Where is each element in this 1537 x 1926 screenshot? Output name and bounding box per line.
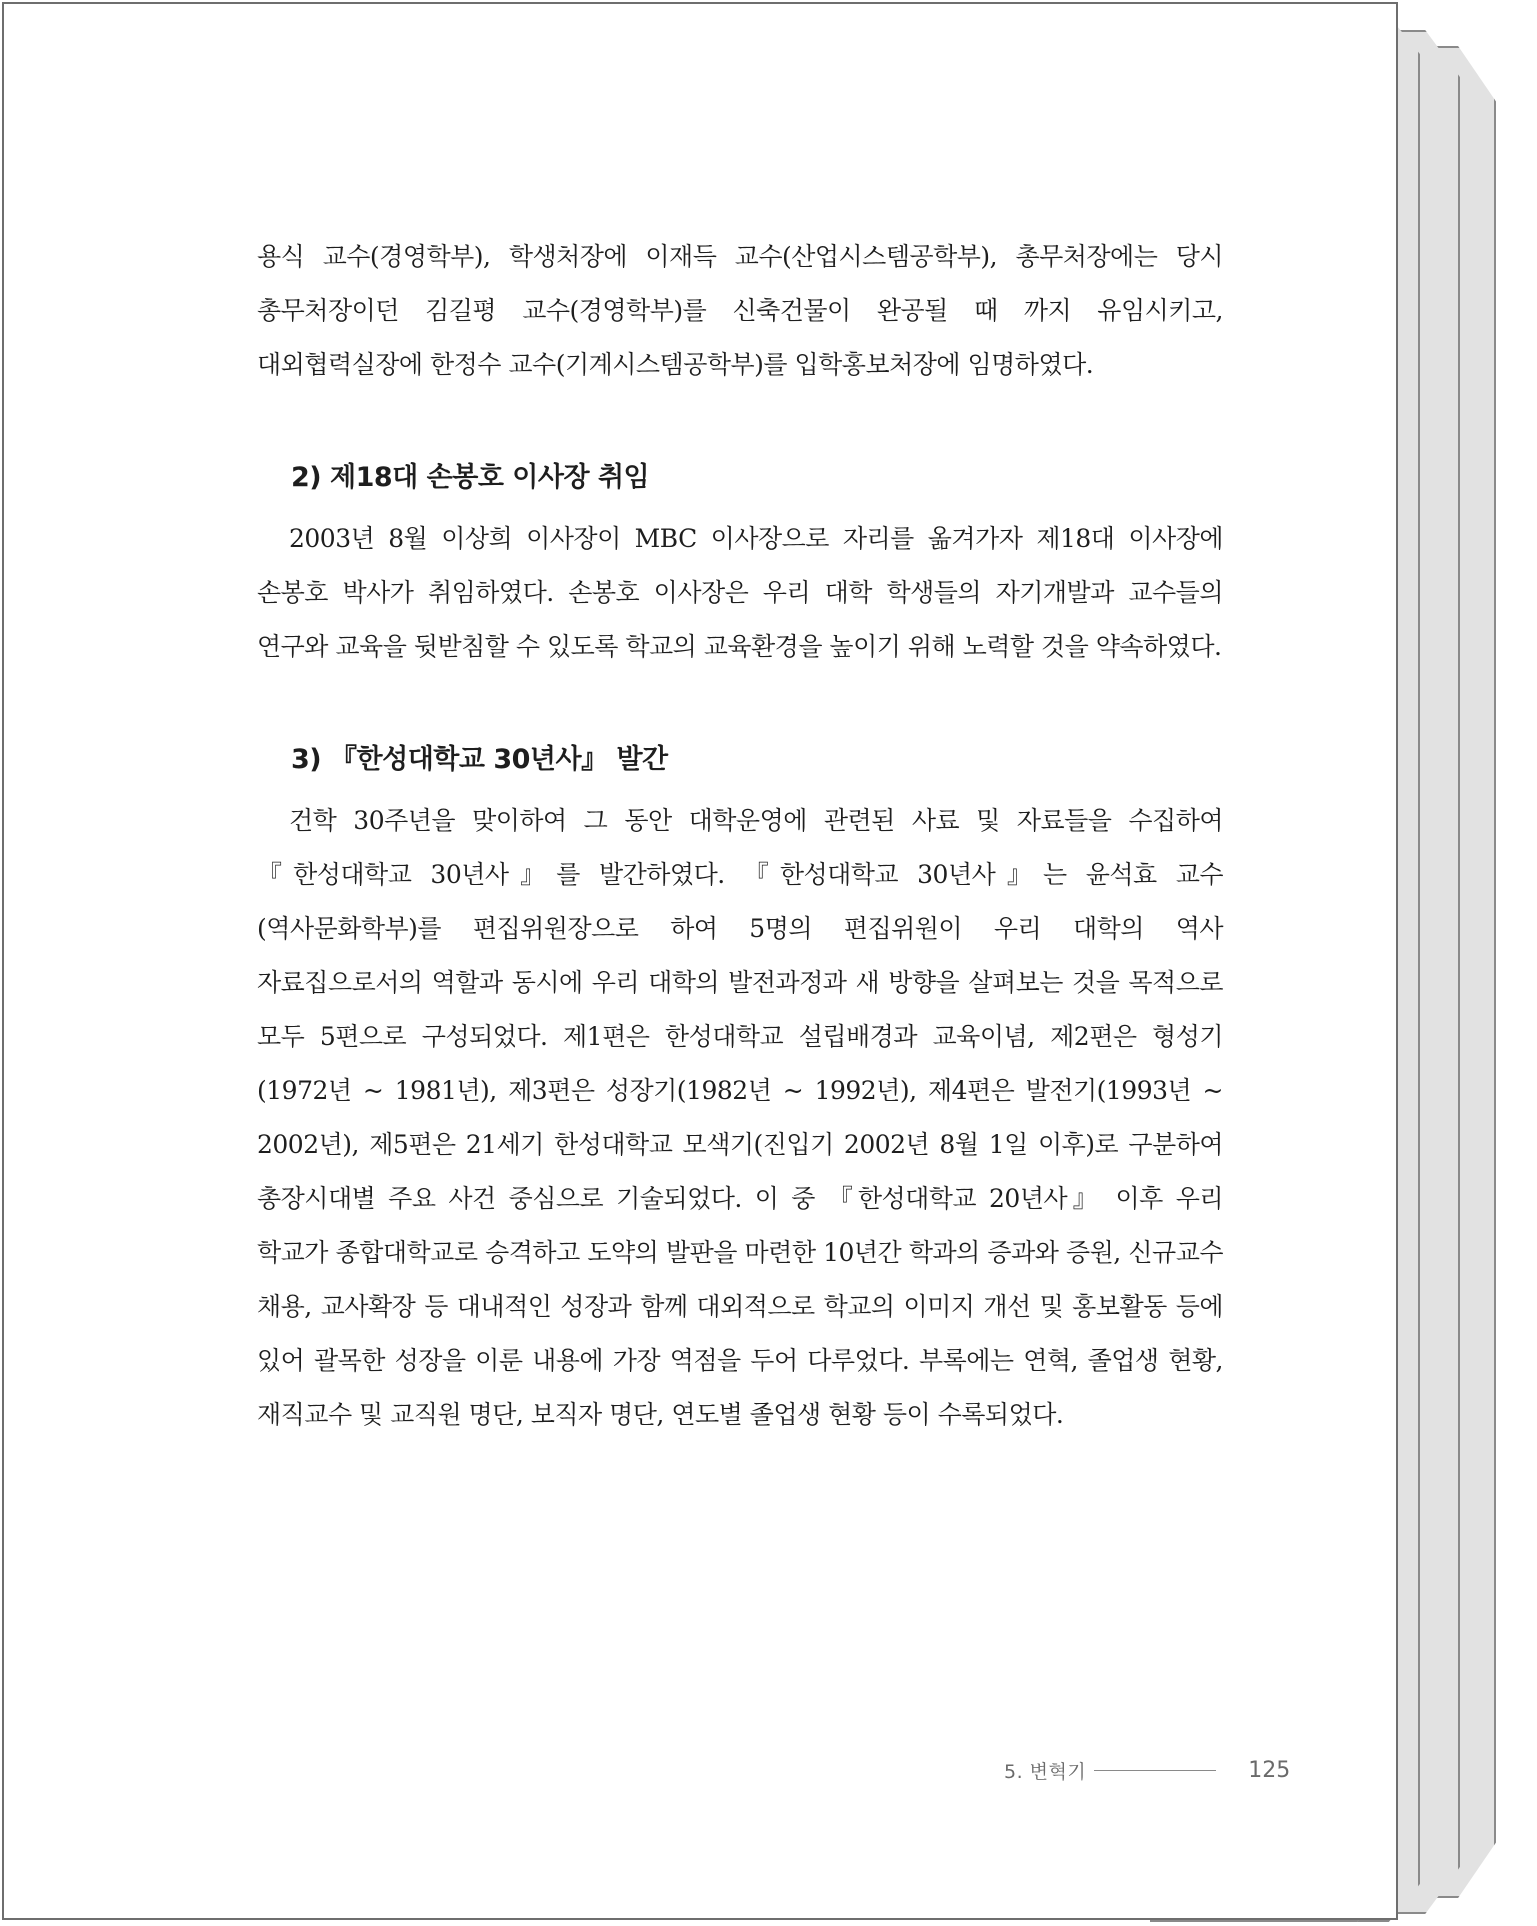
section-2-paragraph: 2003년 8월 이상희 이사장이 MBC 이사장으로 자리를 옮겨가자 제18대 이사장에 손봉호 박사가 취임하였다. 손봉호 이사장은 우리 대학 학생들의 자기개발과 교수들의 연구와 교육을 뒷받침할 수 있도록 학교의 교육환경을 높이기 위해 노력할 것을 약속하였다. <box>257 524 1223 661</box>
chapter-title: 5. 변혁기 <box>1004 1760 1087 1783</box>
page-number: 125 <box>1248 1757 1291 1783</box>
page-footer <box>1004 1754 1304 1786</box>
book-page <box>2 2 1398 1920</box>
section-3-heading: 3) 『한성대학교 30년사』 발간 <box>291 744 668 775</box>
section-3-paragraph: 건학 30주년을 맞이하여 그 동안 대학운영에 관련된 사료 및 자료들을 수집하여 『한성대학교 30년사』를 발간하였다. 『한성대학교 30년사』는 윤석효 교수(역사문화학부)를 편집위원장으로 하여 5명의 편집위원이 우리 대학의 역사 자료집으로서의 역할과 동시에 우리 대학의 발전과정과 새 방향을 살펴보는 것을 목적으로 모두 5편으로 구성되었다. 제1편은 한성대학교 설립배경과 교육이념, 제2편은 형성기(1972년 ~ 1981년), 제3편은 성장기(1982년 ~ 1992년), 제4편은 발전기(1993년 ~ 2002년), 제5편은 21세기 한성대학교 모색기(진입기 2002년 8월 1일 이후)로 구분하여 총장시대별 주요 사건 중심으로 기술되었다. 이 중 『한성대학교 20년사』 이후 우리 학교가 종합대학교로 승격하고 도약의 발판을 마련한 10년간 학과의 증과와 증원, 신규교수 채용, 교사확장 등 대내적인 성장과 함께 대외적으로 학교의 이미지 개선 및 홍보활동 등에 있어 괄목한 성장을 이룬 내용에 가장 역점을 두어 다루었다. 부록에는 연혁, 졸업생 현황, 재직교수 및 교직원 명단, 보직자 명단, 연도별 졸업생 현황 등이 수록되었다. <box>257 806 1223 1429</box>
section-2-heading: 2) 제18대 손봉호 이사장 취임 <box>291 462 650 493</box>
page-content <box>257 230 1223 1442</box>
footer-rule <box>1094 1770 1216 1771</box>
intro-paragraph: 용식 교수(경영학부), 학생처장에 이재득 교수(산업시스템공학부), 총무처장에는 당시 총무처장이던 김길평 교수(경영학부)를 신축건물이 완공될 때 까지 유임시키고, 대외협력실장에 한정수 교수(기계시스템공학부)를 입학홍보처장에 임명하였다. <box>257 242 1223 379</box>
